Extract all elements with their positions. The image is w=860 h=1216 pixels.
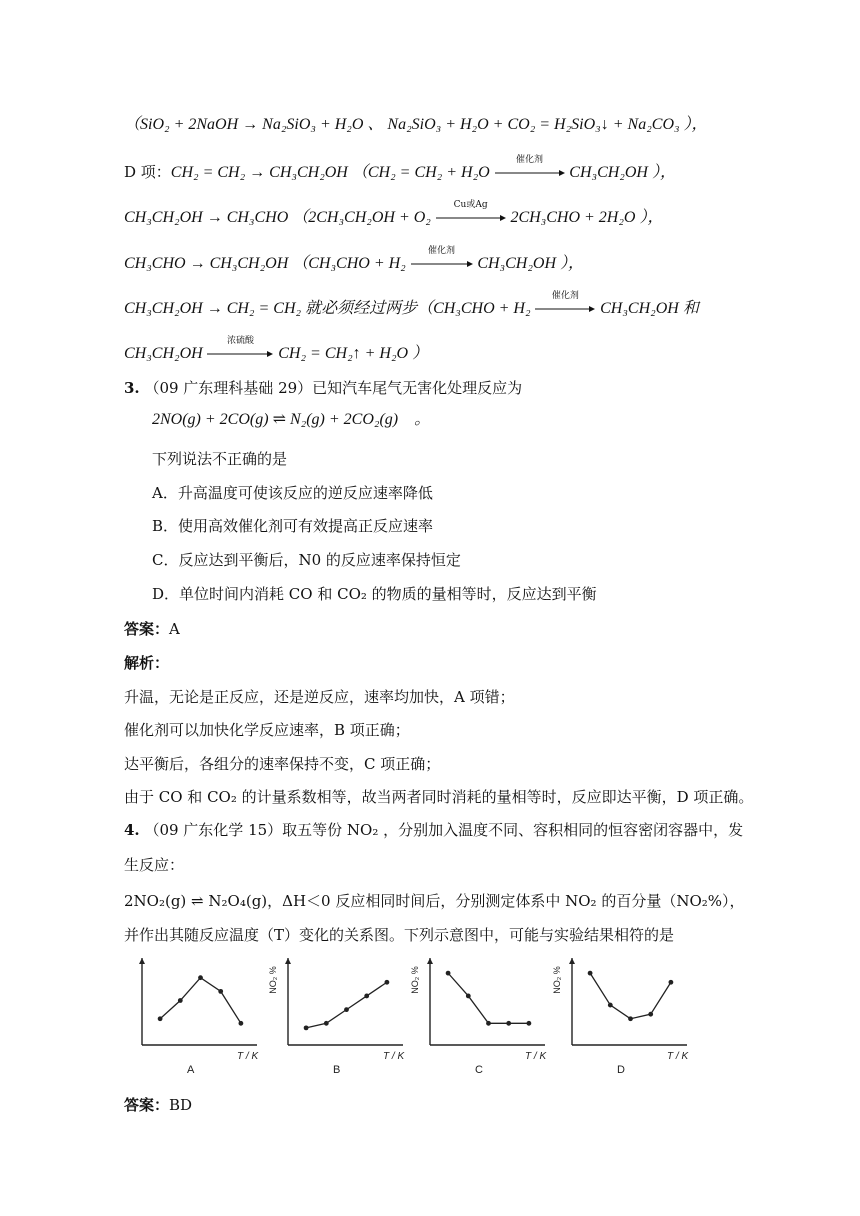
equation-text: CH₃CH₂OH 和 — [600, 300, 699, 317]
question-text: （09 广东化学 15）取五等份 NO₂ ，分别加入温度不同、容积相同的恒容密闭容器中，发 — [144, 821, 744, 839]
x-axis-label: T / K — [237, 1051, 259, 1062]
y-axis-label: NO₂ % — [268, 966, 278, 994]
question-number: 3. — [124, 379, 140, 397]
data-point — [344, 1007, 349, 1012]
equation-text: CH₂ = CH₂ → CH₃CH₂OH （CH₂ = CH₂ + H₂O — [170, 164, 490, 181]
equation-text: CH₃CH₂OH → CH₂ = CH₂ 就必须经过两步（CH₃CHO + H₂ — [124, 300, 531, 317]
question-4-charts — [120, 950, 720, 1085]
x-axis-label: T / K — [525, 1051, 547, 1062]
question-3-equation: 2NO(g) + 2CO(g) ⇌ N₂(g) + 2CO₂(g) 。 — [152, 411, 431, 428]
equation-line-4 — [124, 246, 585, 274]
question-4-answer — [124, 1095, 192, 1115]
analysis-line-1: 升温，无论是正反应，还是逆反应，速率均加快，A 项错； — [124, 688, 515, 706]
arrow-condition: 催化剂 — [515, 155, 543, 165]
answer-label: 答案： — [124, 620, 170, 638]
data-point — [669, 980, 674, 985]
option-c: C．反应达到平衡后，N0 的反应速率保持恒定 — [152, 551, 461, 569]
question-4-stem — [124, 820, 743, 840]
question-4-stem-2: 生反应： — [124, 856, 185, 874]
reaction-arrow — [436, 200, 506, 228]
data-point — [486, 1021, 491, 1026]
data-point — [628, 1016, 633, 1021]
chart-label: B — [333, 1064, 341, 1076]
equation-text: CH₃CH₂OH ）， — [477, 255, 585, 272]
data-point — [218, 989, 223, 994]
option-a: A．升高温度可使该反应的逆反应速率降低 — [152, 484, 433, 502]
arrow-condition: 浓硫酸 — [226, 336, 254, 346]
equation-text: CH₃CH₂OH → CH₃CHO （2CH₃CH₂OH + O₂ — [124, 209, 431, 226]
y-axis-arrow-icon — [427, 958, 433, 964]
series-line — [306, 982, 387, 1028]
data-point — [158, 1016, 163, 1021]
answer-value: BD — [169, 1096, 193, 1114]
chart-label: D — [617, 1064, 625, 1076]
series-line — [590, 973, 671, 1019]
y-axis-label: NO₂ % — [552, 966, 562, 994]
x-axis-label: T / K — [383, 1051, 405, 1062]
data-point — [324, 1021, 329, 1026]
equation-text: CH₃CH₂OH ）， — [569, 164, 676, 181]
arrow-condition: 催化剂 — [551, 291, 579, 301]
x-axis-label: T / K — [667, 1051, 689, 1062]
analysis-line-2: 催化剂可以加快化学反应速率，B 项正确； — [124, 721, 410, 739]
question-3-stem — [124, 378, 522, 398]
data-point — [385, 980, 390, 985]
analysis-line-4: 由于 CO 和 CO₂ 的计量系数相等，故当两者同时消耗的量相等时，反应即达平衡，D 项正确。 — [124, 788, 754, 806]
option-d-label: D 项： — [124, 163, 171, 181]
answer-label: 答案： — [124, 1096, 170, 1114]
arrow-condition: Cu或Ag — [453, 200, 488, 210]
data-point — [648, 1012, 653, 1017]
reaction-arrow — [411, 246, 473, 274]
reaction-arrow — [535, 291, 595, 319]
analysis-line-3: 达平衡后，各组分的速率保持不变，C 项正确； — [124, 755, 441, 773]
data-point — [466, 994, 471, 999]
option-b: B．使用高效催化剂可有效提高正反应速率 — [152, 517, 434, 535]
answer-value: A — [169, 620, 180, 638]
question-3-prompt: 下列说法不正确的是 — [152, 450, 288, 468]
y-axis-arrow-icon — [285, 958, 291, 964]
question-text: （09 广东理科基础 29）已知汽车尾气无害化处理反应为 — [144, 379, 523, 397]
data-point — [446, 971, 451, 976]
question-4-stem-3: 2NO₂(g) ⇌ N₂O₄(g)，ΔH＜0 反应相同时间后，分别测定体系中 NO₂ 的百分量（NO₂%）， — [124, 892, 745, 910]
question-number: 4. — [124, 821, 140, 839]
data-point — [364, 994, 369, 999]
equation-text: CH₃CH₂OH — [124, 345, 203, 362]
data-point — [239, 1021, 244, 1026]
data-point — [506, 1021, 511, 1026]
chart-label: C — [475, 1064, 483, 1076]
data-point — [527, 1021, 532, 1026]
option-d: D．单位时间内消耗 CO 和 CO₂ 的物质的量相等时，反应达到平衡 — [152, 585, 597, 603]
equation-line-6 — [124, 336, 429, 364]
equation-line-2 — [124, 155, 676, 183]
chart-label: A — [187, 1064, 195, 1076]
equation-line-3 — [124, 200, 664, 228]
y-axis-arrow-icon — [569, 958, 575, 964]
reaction-arrow — [207, 336, 273, 364]
equation-text: 2CH₃CHO + 2H₂O ）， — [510, 209, 664, 226]
chart-a — [139, 958, 259, 1076]
equation-line-1: （SiO₂ + 2NaOH → Na₂SiO₃ + H₂O 、 Na₂SiO₃ + H₂O + CO₂ = H₂SiO₃↓ + Na₂CO₃ ）， — [124, 116, 708, 133]
data-point — [588, 971, 593, 976]
chart-c — [410, 958, 547, 1076]
equation-text: CH₂ = CH₂↑ + H₂O ） — [278, 345, 429, 362]
y-axis-arrow-icon — [139, 958, 145, 964]
data-point — [608, 1003, 613, 1008]
question-4-stem-4: 并作出其随反应温度（T）变化的关系图。下列示意图中，可能与实验结果相符的是 — [124, 926, 675, 944]
data-point — [178, 998, 183, 1003]
chart-b — [268, 958, 405, 1076]
equation-text: CH₃CHO → CH₃CH₂OH （CH₃CHO + H₂ — [124, 255, 406, 272]
analysis-label: 解析： — [124, 654, 170, 672]
series-line — [160, 978, 241, 1024]
reaction-arrow — [495, 155, 565, 183]
equation-line-5 — [124, 291, 699, 319]
series-line — [448, 973, 529, 1023]
question-3-answer — [124, 619, 180, 639]
arrow-condition: 催化剂 — [428, 246, 456, 256]
chart-d — [552, 958, 689, 1076]
data-point — [304, 1025, 309, 1030]
data-point — [198, 975, 203, 980]
y-axis-label: NO₂ % — [410, 966, 420, 994]
